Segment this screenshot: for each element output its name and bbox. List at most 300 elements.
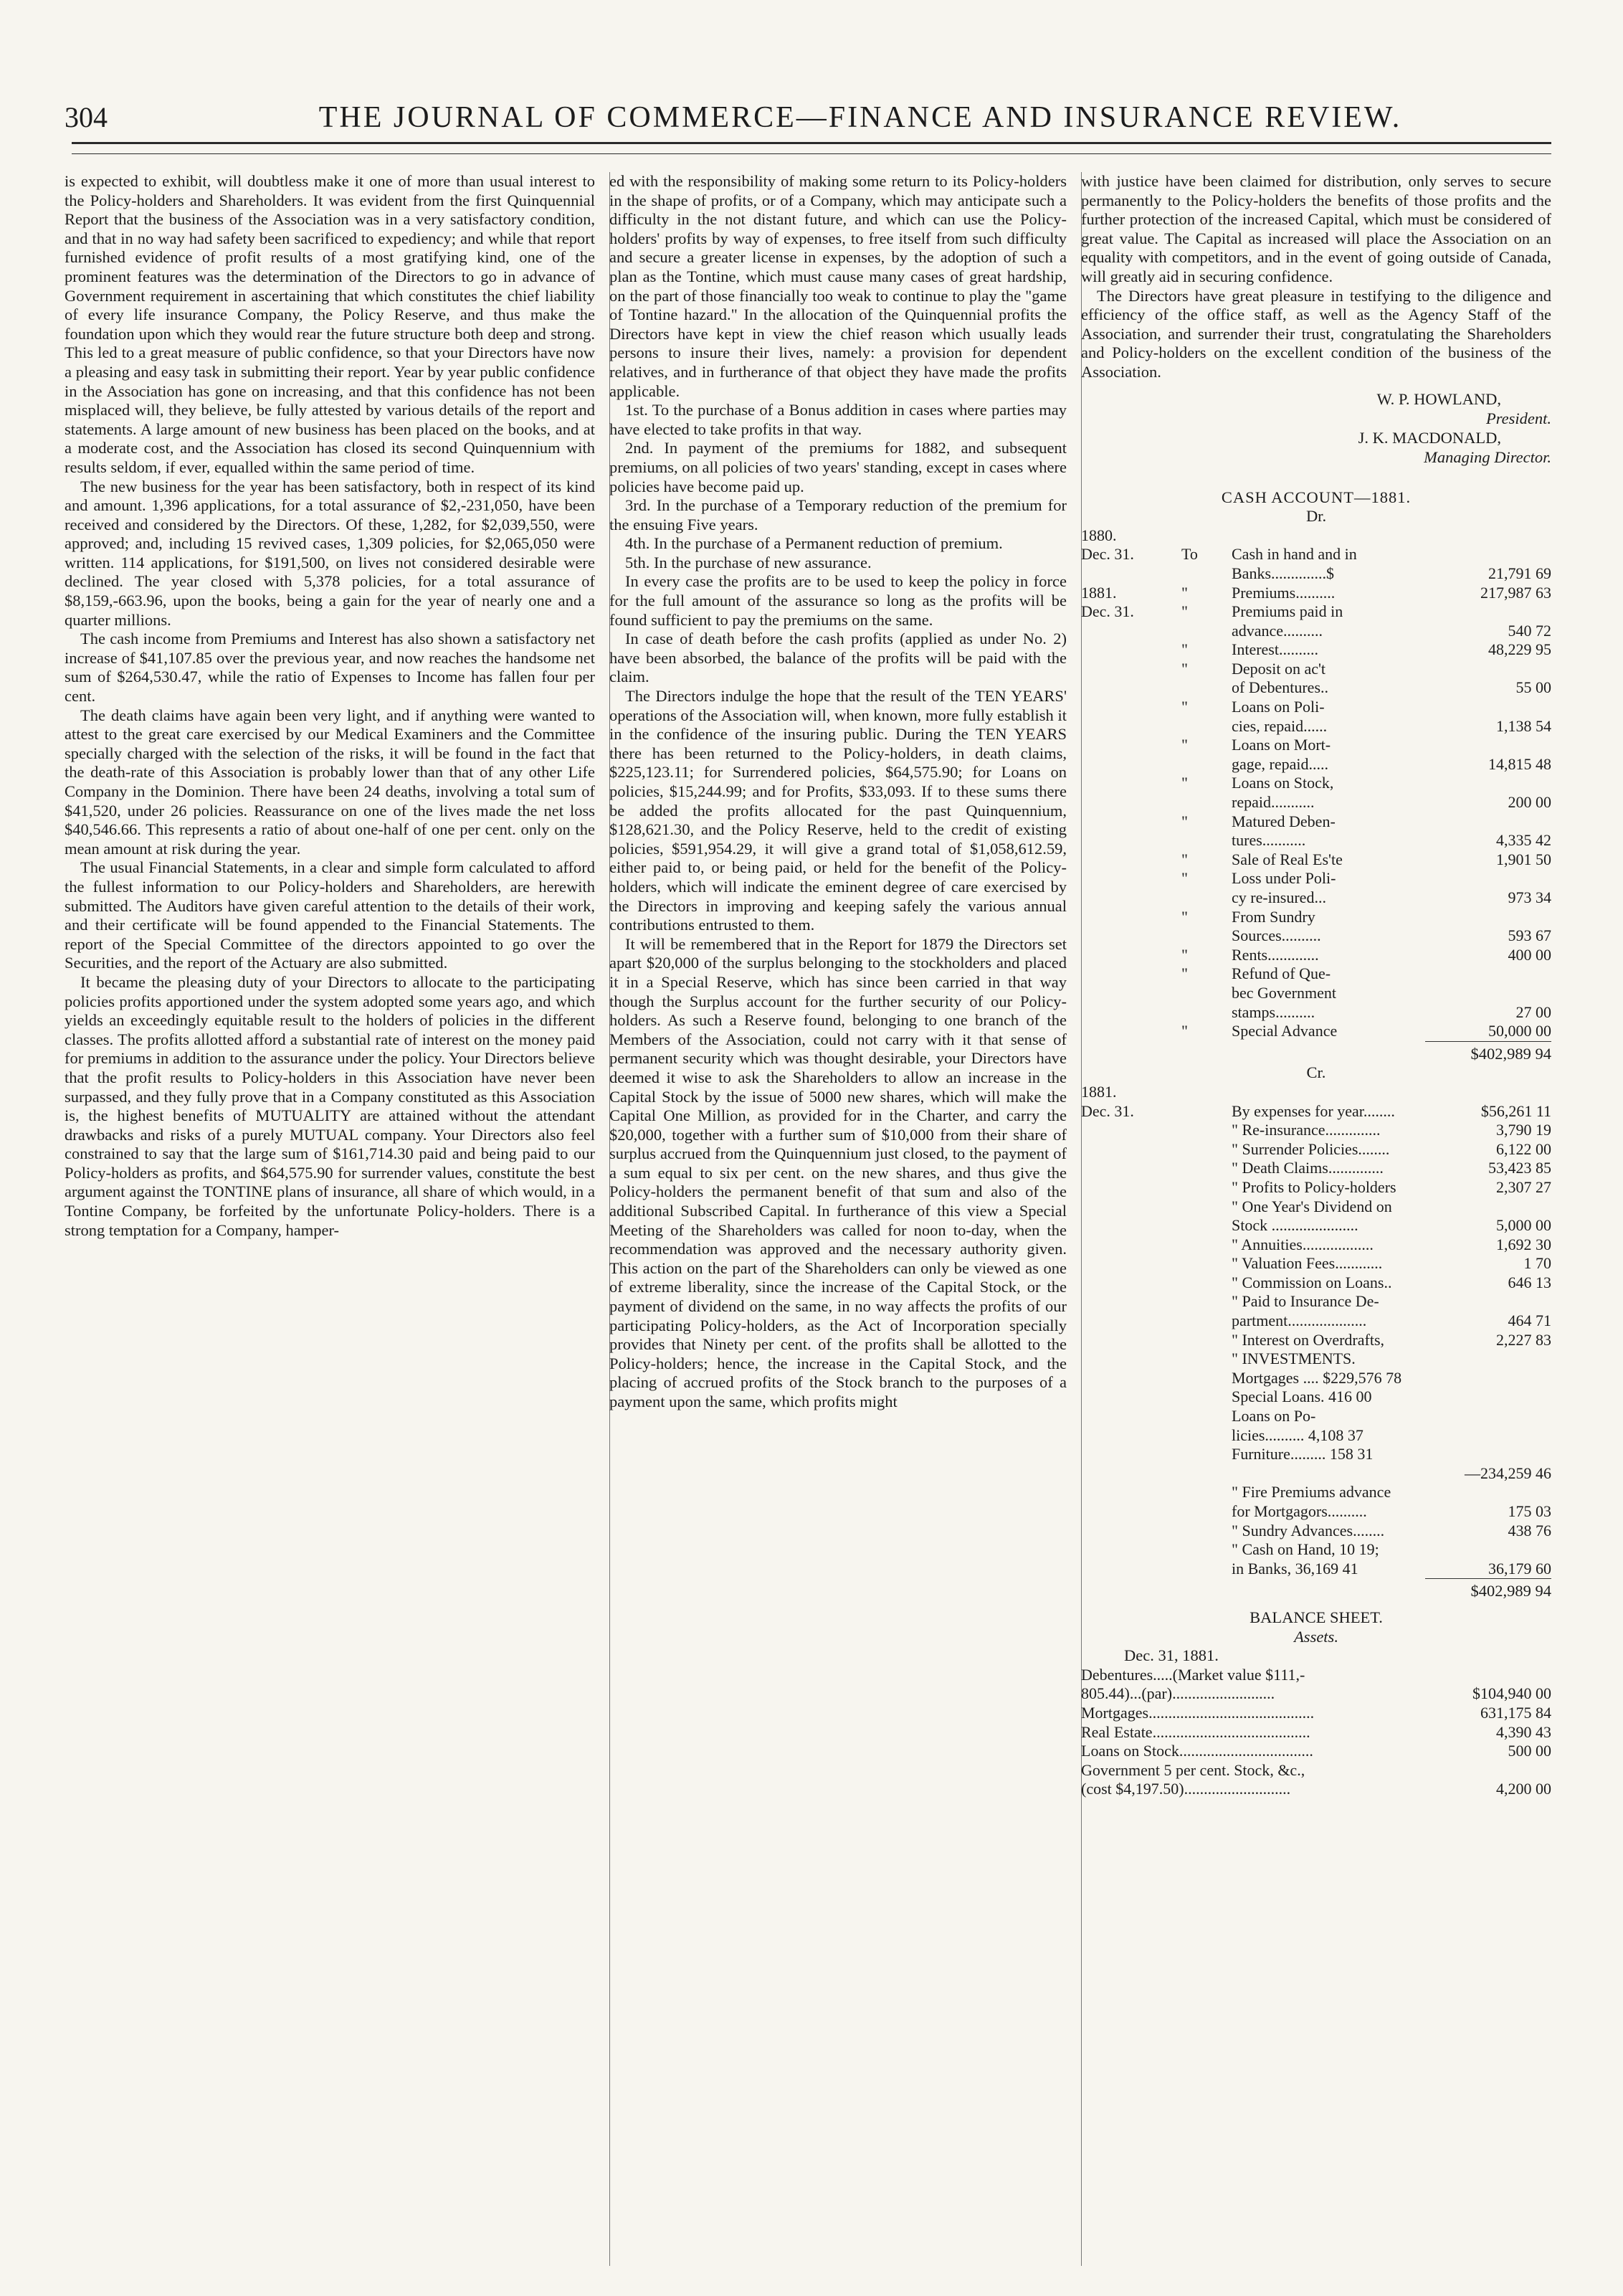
row-amount: 4,200 00 [1496,1780,1551,1798]
account-row [1081,602,1551,622]
row-date [1081,793,1181,812]
row-text: " INVESTMENTS. [1232,1349,1356,1368]
row-prefix: " [1181,583,1188,602]
row-prefix: " [1181,698,1188,716]
row-date [1081,964,1181,984]
row-prefix [1181,1331,1232,1350]
row-date [1081,1464,1181,1484]
row-prefix [1181,1292,1232,1311]
row-text: Government 5 per cent. Stock, &c., [1081,1760,1305,1779]
row-prefix [1181,1522,1232,1541]
row-amount: 36,179 60 [1488,1559,1551,1578]
row-amount [1437,1387,1551,1407]
row-amount [1437,1540,1551,1560]
row-text: Sale of Real Es'te [1232,850,1343,868]
account-row [1081,1723,1551,1742]
row-date: 1881. [1081,583,1117,602]
account-row [1081,1254,1551,1273]
row-text: tures........... [1232,831,1306,850]
row-text: Matured Deben- [1232,812,1336,830]
account-row [1081,736,1551,755]
row-date [1081,1273,1181,1293]
row-prefix [1181,1083,1232,1102]
account-row [1081,1178,1551,1197]
row-date [1081,564,1181,584]
account-row [1081,698,1551,717]
row-date [1081,660,1181,679]
account-row [1081,1216,1551,1235]
row-text: Debentures.....(Market value $111,- [1081,1665,1305,1684]
row-date: Dec. 31. [1081,602,1134,621]
row-amount [1437,984,1551,1003]
column-3 [1081,172,1551,1799]
row-prefix [1181,926,1232,946]
row-amount: 464 71 [1508,1311,1551,1330]
cash-account-title: CASH ACCOUNT—1881. [1221,488,1412,506]
account-row [1081,717,1551,736]
account-row [1081,1742,1551,1761]
row-amount [1437,774,1551,793]
row-amount: 1,901 50 [1496,850,1551,868]
row-text: " Paid to Insurance De- [1232,1292,1379,1311]
row-prefix: " [1181,640,1188,659]
row-prefix: " [1181,602,1188,621]
credit-rows [1081,1083,1551,1578]
account-row [1081,793,1551,812]
debit-label: Dr. [1305,507,1327,526]
row-date: 1881. [1081,1082,1117,1101]
account-row [1081,1502,1551,1522]
row-text: Loans on Stock, [1232,774,1334,792]
row-prefix [1181,1140,1232,1159]
credit-total: $402,989 94 [1425,1578,1551,1601]
row-text: Furniture......... 158 31 [1232,1445,1374,1464]
paragraph: 3rd. In the purchase of a Temporary reduction of the premium for the ensuing Five years. [609,496,1067,533]
row-text: for Mortgagors.......... [1232,1502,1367,1520]
row-text [1232,1464,1437,1484]
account-row [1081,774,1551,793]
row-date [1081,1197,1181,1217]
page-header [65,100,1556,143]
row-prefix [1181,622,1232,641]
balance-sheet-title: BALANCE SHEET. [1250,1608,1383,1626]
row-text: " Death Claims.............. [1232,1159,1384,1177]
account-row [1081,1560,1551,1579]
account-row [1081,984,1551,1003]
debit-rows [1081,526,1551,1041]
account-row [1081,526,1551,546]
row-amount [1437,545,1551,564]
row-date [1081,1216,1181,1235]
row-amount: 175 03 [1508,1502,1551,1520]
row-amount: 14,815 48 [1488,754,1551,773]
paragraph: The Directors indulge the hope that the result of the TEN YEARS' operations of the Association will, when known, more fully establish it in the confidence of the insuring public. During the TEN YEARS there has been returned to the Policy-holders, in death claims, $225,123.11; for Surrendered policies, $64,575.90; for Loans on policies, $15,244.99; and for Profits, $33,093. If to these sums there be added the profits allocated for the past Quinquennium, $128,621.30, and the Policy Reserve, held to the credit of existing policies, $591,954.29, it will give a grand total of $1,058,612.59, either paid to, or being paid, or held for the benefit of the Policy-holders, which will indicate the eminent degree of care exercised by the Directors in improving and keeping safely the various annual contributions entrusted to them. [609,687,1067,934]
account-row [1081,1273,1551,1293]
row-prefix [1181,717,1232,736]
row-prefix [1181,1369,1232,1388]
row-amount: 4,335 42 [1496,831,1551,850]
row-date [1081,1522,1181,1541]
paragraph: 1st. To the purchase of a Bonus addition in cases where parties may have elected to take profits in that way. [609,401,1067,438]
paragraph: The cash income from Premiums and Interest has also shown a satisfactory net increase of $41,107.85 over the previous year, and now reaches the handsome net sum of $264,530.47, while the ratio of Expenses to Income has fallen four per cent. [65,630,595,706]
row-text: licies.......... 4,108 37 [1232,1425,1363,1444]
row-amount [1437,1483,1551,1502]
row-date [1081,984,1181,1003]
row-text: Loans on Stock.................................. [1081,1742,1313,1760]
account-row [1081,850,1551,870]
credit-label: Cr. [1306,1063,1326,1082]
row-date [1081,1540,1181,1560]
row-amount: 631,175 84 [1480,1703,1551,1722]
row-text: " Annuities.................. [1232,1235,1374,1253]
row-date [1081,640,1181,660]
row-amount: 400 00 [1508,945,1551,964]
row-amount: 2,227 83 [1496,1330,1551,1349]
row-date [1081,1331,1181,1350]
row-prefix [1181,888,1232,908]
row-text: Special Loans. 416 00 [1232,1387,1372,1406]
row-text: cies, repaid...... [1232,716,1328,735]
row-prefix [1181,1197,1232,1217]
balance-sheet-rows [1081,1666,1551,1799]
row-prefix [1181,1003,1232,1023]
account-row [1081,1102,1551,1121]
account-row [1081,812,1551,832]
row-amount [1437,1426,1551,1446]
row-amount: 4,390 43 [1496,1722,1551,1741]
account-row [1081,946,1551,965]
row-date [1081,850,1181,870]
paragraph: The Directors have great pleasure in testifying to the diligence and efficiency of the office staff, as well as the Agency Staff of the Association, and surrender their trust, congratulating the Shareholders and Policy-holders on the excellent condition of the business of the Association. [1081,286,1551,381]
row-text: " Fire Premiums advance [1232,1483,1391,1502]
row-amount: 217,987 63 [1480,583,1551,602]
row-text: " Interest on Overdrafts, [1232,1330,1385,1349]
row-amount [1437,1369,1551,1388]
account-row [1081,908,1551,927]
row-prefix: " [1181,869,1188,888]
paragraph: The death claims have again been very light, and if anything were wanted to attest to the great care exercised by our Medical Examiners and the Committee specially charged with the selection of the risks, it will be found in the fact that the death-rate of this Association is probably lower than that of any other Life Company in the Dominion. There have been 24 deaths, involving a total sum of $41,520, under 26 policies. Reassurance on one of the lives made the net loss $40,546.66. This represents a ratio of about one-half of one per cent. only on the mean amount at risk during the year. [65,706,595,858]
account-row [1081,1540,1551,1560]
balance-sheet-subtitle: Assets. [1294,1627,1338,1646]
row-date [1081,1560,1181,1579]
row-text: Real Estate........................................ [1081,1722,1310,1741]
row-prefix: " [1181,1022,1188,1040]
row-text: " Profits to Policy-holders [1232,1177,1396,1196]
row-amount [1437,698,1551,717]
row-prefix [1181,1540,1232,1560]
row-amount: 1,138 54 [1496,716,1551,735]
row-date [1081,1407,1181,1426]
row-text: " Re-insurance.............. [1232,1121,1381,1139]
row-text: Special Advance [1232,1022,1338,1040]
page-number: 304 [65,101,108,133]
row-prefix [1181,1235,1232,1255]
account-row [1081,888,1551,908]
row-amount [1437,1349,1551,1369]
account-row [1081,564,1551,584]
row-prefix [1181,1159,1232,1178]
row-date [1081,1311,1181,1331]
row-text: (cost $4,197.50)........................... [1081,1780,1291,1798]
account-row [1081,584,1551,603]
paragraph: It will be remembered that in the Report for 1879 the Directors set apart $20,000 of the surplus belonging to the stockholders and placed it in a Special Reserve, which has since been carried in that way though the Surplus account for the further security of our Policy-holders. As such a Reserve found, belonging to one branch of the Members of the Association, could not carry with it that sense of permanent security which was thought desirable, your Directors have deemed it wise to ask the Shareholders to allow an increase in the Capital Stock by the issue of 5000 new shares, which will make the Capital One Million, as provided for in the Charter, and carry the $20,000, together with a further sum of $10,000 from their share of surplus accrued from the Quinquennium just closed, to the payment of a sum equal to six per cent. on the new shares, and thus give the Policy-holders the permanent benefit of that sum and also of the additional Subscribed Capital. In furtherance of this view a Special Meeting of the Shareholders was called for noon to-day, when the recommendation was approved and the necessary authority given. This action on the part of the Shareholders can only be viewed as one of extreme liberality, since the increase of the Capital Stock, or the payment of dividend on the same, in no way affects the profits of our participating Policy-holders, as the Act of Incorporation specially provides that Ninety per cent. of the profits shall be allotted to the Policy-holders; hence, the increase in the Capital Stock, and the placing of accrued profits of the Stock branch to the purposes of a payment upon the same, which profits might [609,934,1067,1410]
account-row [1081,1666,1551,1685]
row-amount: 500 00 [1508,1742,1551,1760]
row-prefix [1181,1407,1232,1426]
signatory-name: J. K. MACDONALD, [1358,428,1501,447]
row-text: 805.44)...(par).......................... [1081,1684,1275,1703]
paragraph: In case of death before the cash profits (applied as under No. 2) have been absorbed, the balance of the profits will be paid with the claim. [609,630,1067,686]
row-prefix [1181,1178,1232,1197]
row-text: repaid........... [1232,793,1315,812]
row-date [1081,1369,1181,1388]
row-text: Mortgages.......................................... [1081,1703,1315,1722]
account-row [1081,1780,1551,1799]
row-prefix [1181,755,1232,774]
row-text: " Surrender Policies........ [1232,1139,1390,1158]
row-amount [1437,1407,1551,1426]
account-row [1081,1349,1551,1369]
row-prefix [1181,1273,1232,1293]
row-text: Loans on Po- [1232,1407,1316,1425]
account-row [1081,964,1551,984]
row-prefix [1181,678,1232,698]
signatory-name: W. P. HOWLAND, [1376,389,1501,408]
row-date [1081,736,1181,755]
row-amount [1437,736,1551,755]
row-text [1232,1083,1437,1102]
row-date [1081,1235,1181,1255]
row-prefix: " [1181,907,1188,926]
row-date [1081,831,1181,850]
account-row [1081,831,1551,850]
row-date [1081,717,1181,736]
row-date [1081,1349,1181,1369]
row-text: Interest.......... [1232,640,1318,659]
row-amount [1437,869,1551,888]
row-text: gage, repaid..... [1232,754,1328,773]
row-text: of Debentures.. [1232,678,1329,697]
column-2 [609,172,1082,2266]
account-row [1081,1083,1551,1102]
row-date: 1880. [1081,526,1117,544]
row-text: " One Year's Dividend on [1232,1197,1392,1215]
paragraph: 5th. In the purchase of new assurance. [625,553,872,571]
row-text: By expenses for year........ [1232,1101,1395,1120]
row-date [1081,1121,1181,1140]
row-amount: 1,692 30 [1496,1235,1551,1253]
row-text: Banks..............$ [1232,564,1334,582]
account-row [1081,1003,1551,1023]
row-text: " Commission on Loans.. [1232,1273,1392,1291]
row-text: Loans on Mort- [1232,736,1331,754]
row-text: " Valuation Fees............ [1232,1254,1383,1273]
account-row [1081,640,1551,660]
row-prefix [1181,1254,1232,1273]
account-row [1081,1464,1551,1484]
row-prefix [1181,1502,1232,1522]
row-text: " Sundry Advances........ [1232,1521,1385,1540]
row-amount: 53,423 85 [1488,1159,1551,1177]
row-amount: 646 13 [1508,1273,1551,1291]
row-text: Loans on Poli- [1232,698,1325,716]
signatures [1081,389,1551,467]
row-date [1081,1159,1181,1178]
header-rule [72,142,1551,144]
header-rule-thin [72,153,1551,154]
row-prefix [1181,1426,1232,1446]
row-amount [1437,1083,1551,1102]
signatory-role: President. [1485,409,1551,427]
row-prefix: " [1181,736,1188,754]
account-row [1081,869,1551,888]
row-date [1081,1254,1181,1273]
row-prefix: " [1181,945,1188,964]
row-text: advance.......... [1232,621,1323,640]
account-row [1081,1140,1551,1159]
account-row [1081,1121,1551,1140]
column-1 [65,172,610,2266]
row-date [1081,1140,1181,1159]
row-prefix [1181,831,1232,850]
row-amount [1437,1666,1551,1685]
account-row [1081,1483,1551,1502]
row-date [1081,1022,1181,1041]
paragraph: The usual Financial Statements, in a clear and simple form calculated to afford the fullest information to our Policy-holders and Shareholders, are herewith submitted. The Auditors have given careful attention to the details of their work, and their certificate will be found appended to the Financial Statements. The report of the Special Committee of the directors appointed to go over the Securities, and the report of the Actuary are also submitted. [65,858,595,972]
row-date: Dec. 31. [1081,545,1134,564]
row-date [1081,1178,1181,1197]
row-prefix: " [1181,812,1188,830]
account-row [1081,1331,1551,1350]
account-row [1081,926,1551,946]
row-prefix [1181,1560,1232,1579]
row-amount: 50,000 00 [1488,1022,1551,1040]
row-text: bec Government [1232,983,1336,1002]
row-text: Mortgages .... $229,576 78 [1232,1368,1402,1387]
row-date [1081,678,1181,698]
row-date [1081,622,1181,641]
row-amount: 2,307 27 [1496,1177,1551,1196]
row-amount [1437,812,1551,832]
row-amount [1437,964,1551,984]
row-date [1081,755,1181,774]
account-row [1081,1197,1551,1217]
row-text: Premiums.......... [1232,583,1336,602]
account-row [1081,1684,1551,1704]
row-date [1081,1426,1181,1446]
row-text: Premiums paid in [1232,602,1343,621]
row-prefix: " [1181,659,1188,678]
row-amount [1437,908,1551,927]
account-row [1081,755,1551,774]
paragraph: ed with the responsibility of making some return to its Policy-holders in the shape of profits, or of a Company, which may anticipate such a difficulty in the not distant future, and which can use the Policy-holders' profits by way of expenses, to free itself from such difficulty and secure a greater license in expenses, by the adoption of such a plan as the Tontine, which must cause many cases of great hardship, on the part of those financially too weak to continue to play the "game of Tontine hazard." In the allocation of the Quinquennial profits the Directors have kept in view the chief reason which usually leads persons to insure their lives, namely: a provision for dependent relatives, and in furtherance of that object they have made the profits applicable. [609,172,1067,400]
balance-sheet-date: Dec. 31, 1881. [1124,1646,1219,1665]
row-prefix [1181,1349,1232,1369]
row-prefix: " [1181,850,1188,868]
row-prefix [1181,526,1232,546]
account-row [1081,1704,1551,1723]
row-prefix [1181,1483,1232,1502]
row-amount: —234,259 46 [1465,1464,1551,1482]
account-row [1081,1311,1551,1331]
running-title: THE JOURNAL OF COMMERCE—FINANCE AND INSURANCE REVIEW. [318,101,1402,134]
account-row [1081,545,1551,564]
row-amount: 27 00 [1515,1002,1551,1021]
row-date [1081,1445,1181,1464]
row-amount [1437,1292,1551,1311]
row-text: Deposit on ac't [1232,659,1326,678]
row-text: Refund of Que- [1232,964,1331,983]
signatory-role: Managing Director. [1424,447,1551,466]
row-amount: 5,000 00 [1496,1216,1551,1235]
row-prefix [1181,1387,1232,1407]
account-row [1081,1235,1551,1255]
account-row [1081,1159,1551,1178]
row-text: Sources.......... [1232,926,1321,945]
row-prefix [1181,984,1232,1003]
paragraph: 4th. In the purchase of a Permanent reduction of premium. [625,534,1003,553]
row-text: " Cash on Hand, 10 19; [1232,1540,1379,1559]
row-text: Cash in hand and in [1232,545,1357,564]
debit-total: $402,989 94 [1425,1041,1551,1064]
row-prefix [1181,793,1232,812]
row-prefix: " [1181,964,1188,983]
account-row [1081,1292,1551,1311]
row-date [1081,1003,1181,1023]
row-amount: 55 00 [1515,678,1551,697]
row-text: in Banks, 36,169 41 [1232,1559,1358,1578]
row-amount: 973 34 [1508,888,1551,906]
row-prefix: " [1181,774,1188,792]
row-prefix [1181,1445,1232,1464]
row-text: cy re-insured... [1232,888,1326,906]
row-date [1081,1502,1181,1522]
row-amount [1437,1197,1551,1217]
row-date: Dec. 31. [1081,1101,1134,1120]
row-date [1081,946,1181,965]
paragraph: The new business for the year has been satisfactory, both in respect of its kind and amount. 1,396 applications, for a total assurance of $2,-231,050, have been received and considered by the Directors. Of these, 1,282, for $2,039,550, were approved; and, including 15 revived cases, 1,309 policies, for $2,065,050 were written. 114 applications, for $191,500, on lives not considered desirable were declined. The year closed with 5,378 policies, for a total assurance of $8,159,-663.96, upon the books, being a gain for the year of nearly one and a quarter millions. [65,477,595,629]
account-row [1081,1761,1551,1780]
row-date [1081,698,1181,717]
row-amount: 48,229 95 [1488,640,1551,659]
row-amount: 21,791 69 [1488,564,1551,582]
row-amount [1437,1761,1551,1780]
row-amount: 593 67 [1508,926,1551,945]
account-row [1081,622,1551,641]
account-row [1081,1022,1551,1041]
account-row [1081,1407,1551,1426]
row-prefix: To [1181,545,1198,564]
row-date [1081,812,1181,832]
account-row [1081,660,1551,679]
row-date [1081,888,1181,908]
account-row [1081,1369,1551,1388]
row-date [1081,1292,1181,1311]
row-text: Rents............. [1232,945,1319,964]
paragraph: It became the pleasing duty of your Directors to allocate to the participating policies profits apportioned under the system adopted some years ago, and which yields an exceedingly equitable result to the holders of policies in the different classes. The profits allotted afford a substantial rate of interest on the money paid for premiums in addition to the assurance under the policy. Your Directors believe that the profit results to Policy-holders in this Association have never been surpassed, and they fully prove that in a Company constituted as this Association is, the highest benefits of MUTUALITY are attained without the attendant drawbacks and risks of a purely MUTUAL company. Your Directors also feel constrained to say that the large sum of $161,714.30 paid and being paid to our Policy-holders as profits, and $64,575.90 for surrender values, constitute the best argument against the TONTINE plans of insurance, all share of which would, in a Tontine Company, be forfeited by the unfortunate Policy-holders. There is a strong temptation for a Company, hamper- [65,972,595,1239]
paragraph: In every case the profits are to be used to keep the policy in force for the full amount of the assurance so long as the profits will be found sufficient to pay the premiums on the same. [609,572,1067,629]
row-prefix [1181,1216,1232,1235]
row-amount: 6,122 00 [1496,1139,1551,1158]
row-date [1081,908,1181,927]
row-date [1081,869,1181,888]
account-row [1081,1445,1551,1464]
row-amount: $56,261 11 [1480,1101,1551,1120]
row-text: Stock ...................... [1232,1216,1358,1235]
row-prefix [1181,1121,1232,1140]
paragraph: 2nd. In payment of the premiums for 1882, and subsequent premiums, on all policies of two years' standing, except in cases where policies have become paid up. [609,439,1067,495]
row-amount [1437,1445,1551,1464]
